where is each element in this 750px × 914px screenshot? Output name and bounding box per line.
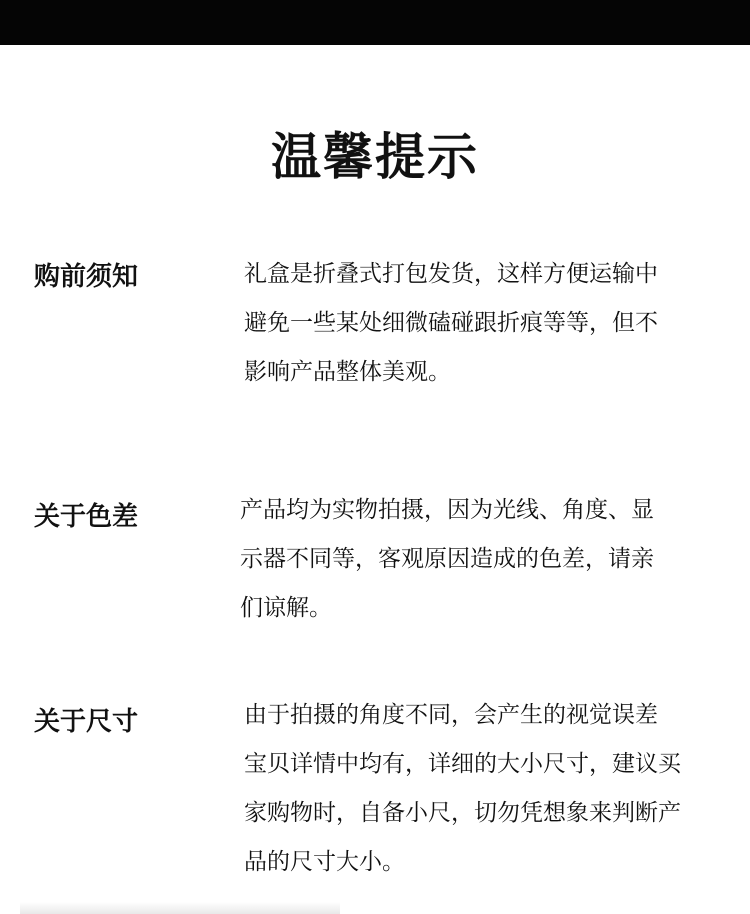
text-line: 礼盒是折叠式打包发货，这样方便运输中 (244, 261, 658, 287)
section-text (244, 691, 724, 887)
text-line: 影响产品整体美观。 (244, 359, 451, 385)
section-text (240, 486, 720, 633)
page-title: 温馨提示 (271, 128, 479, 186)
text-line: 品的尺寸大小。 (244, 849, 405, 875)
text-line: 家购物时，自备小尺，切勿凭想象来判断产 (244, 800, 681, 826)
section-text (244, 250, 724, 397)
section-label: 购前须知 (34, 262, 139, 292)
section-label: 关于尺寸 (34, 707, 139, 737)
text-line: 避免一些某处细微磕碰跟折痕等等，但不 (244, 310, 658, 336)
text-line: 产品均为实物拍摄，因为光线、角度、显 (240, 497, 654, 523)
text-line: 示器不同等，客观原因造成的色差，请亲 (240, 546, 654, 572)
bottom-fade-decoration (20, 902, 340, 914)
text-line: 们谅解。 (240, 595, 332, 621)
text-line: 由于拍摄的角度不同，会产生的视觉误差 (244, 702, 658, 728)
text-line: 宝贝详情中均有，详细的大小尺寸，建议买 (244, 751, 681, 777)
top-bar (0, 0, 750, 45)
section-label: 关于色差 (34, 502, 139, 532)
